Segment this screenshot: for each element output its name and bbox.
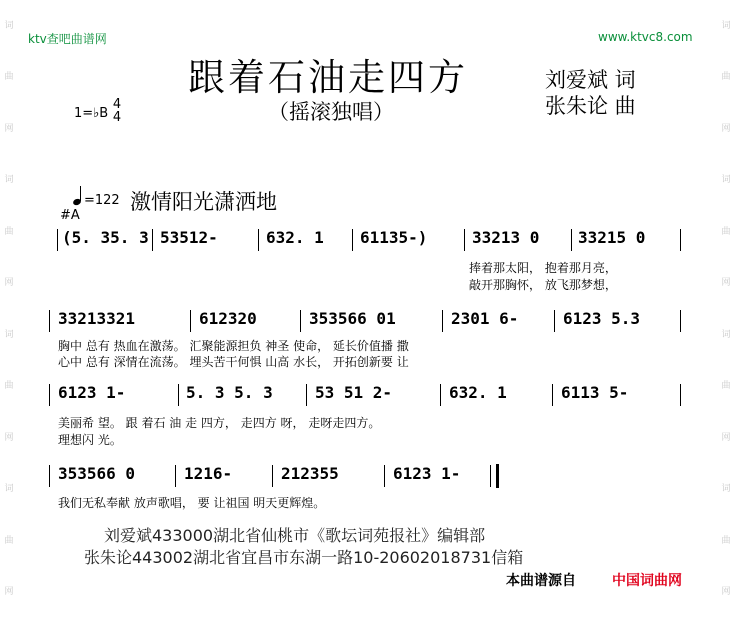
lyric-line: 捧着那太阳， 抱着那月亮， (469, 261, 617, 275)
barline (552, 384, 553, 406)
measure: 353566 01 (309, 309, 396, 328)
time-signature: 4 4 (112, 97, 122, 125)
lyric-line: 敲开那胸怀， 放飞那梦想， (469, 278, 617, 292)
lyric-line: 理想闪 光。 (58, 433, 122, 447)
barline (306, 384, 307, 406)
tempo-mark: =122 (84, 193, 120, 208)
lyricist-credit: 刘爱斌 词 (545, 68, 636, 92)
expression-mark: 激情阳光潇洒地 (130, 190, 277, 214)
measure: 53 51 2- (315, 383, 393, 402)
barline (680, 310, 681, 332)
barline (272, 465, 273, 487)
composer-credit: 张朱论 曲 (545, 94, 636, 118)
measure: 2301 6- (451, 309, 519, 328)
song-title: 跟着石油走四方 (188, 56, 468, 99)
measure: 6123 1- (393, 464, 461, 483)
quarter-note-icon (72, 198, 82, 206)
composer-address: 张朱论443002湖北省宜昌市东湖一路10-20602018731信箱 (84, 548, 524, 567)
barline (554, 310, 555, 332)
measure: 632. 1 (449, 383, 507, 402)
lyric-line: 我们无私奉献 放声歌唱， 要 让祖国 明天更辉煌。 (58, 496, 326, 510)
lyric-line: 美丽希 望。 跟 着石 油 走 四方， 走四方 呀， 走呀走四方。 (58, 416, 381, 430)
watermark-site-url: www.ktvc8.com (598, 30, 693, 44)
modulation-mark: #A (60, 208, 80, 223)
barline (178, 384, 179, 406)
barline (442, 310, 443, 332)
barline (258, 229, 259, 251)
measure: 1216- (184, 464, 233, 483)
barline (152, 229, 153, 251)
measure: 353566 0 (58, 464, 136, 483)
barline (300, 310, 301, 332)
barline (680, 384, 681, 406)
barline (440, 384, 441, 406)
measure: 33215 0 (578, 228, 646, 247)
barline (190, 310, 191, 332)
measure: 33213321 (58, 309, 136, 328)
barline (571, 229, 572, 251)
barline (49, 465, 50, 487)
side-watermark-right: 词 曲 网 词 曲 网 词 曲 网 词 曲 网 (721, 20, 731, 598)
barline (175, 465, 176, 487)
source-site-link[interactable]: 中国词曲网 (612, 573, 682, 589)
measure: (5. 35. 3 (62, 228, 149, 247)
final-barline (496, 464, 499, 488)
source-label: 本曲谱源自 (506, 573, 576, 589)
barline (49, 310, 50, 332)
measure: 612320 (199, 309, 257, 328)
key-signature: 1=♭B (74, 106, 109, 121)
side-watermark-left: 词 曲 网 词 曲 网 词 曲 网 词 曲 网 (4, 20, 14, 598)
lyric-line: 心中 总有 深情在流荡。 埋头苦干何惧 山高 水长， 开拓创新要 让 (58, 355, 409, 369)
barline (384, 465, 385, 487)
song-subtitle: （摇滚独唱） (268, 100, 394, 124)
barline (680, 229, 681, 251)
measure: 6113 5- (561, 383, 629, 402)
barline (57, 229, 58, 251)
measure: 61135-) (360, 228, 428, 247)
measure: 5. 3 5. 3 (186, 383, 273, 402)
barline (352, 229, 353, 251)
lyric-line: 胸中 总有 热血在激荡。 汇聚能源担负 神圣 使命， 延长价值播 撒 (58, 339, 409, 353)
measure: 6123 1- (58, 383, 126, 402)
measure: 6123 5.3 (563, 309, 641, 328)
measure: 632. 1 (266, 228, 324, 247)
measure: 33213 0 (472, 228, 540, 247)
lyricist-address: 刘爱斌433000湖北省仙桃市《歌坛词苑报社》编辑部 (104, 526, 486, 545)
barline (490, 465, 491, 487)
measure: 212355 (281, 464, 339, 483)
measure: 53512- (160, 228, 218, 247)
barline (49, 384, 50, 406)
watermark-site-name: ktv查吧曲谱网 (28, 32, 107, 46)
barline (464, 229, 465, 251)
